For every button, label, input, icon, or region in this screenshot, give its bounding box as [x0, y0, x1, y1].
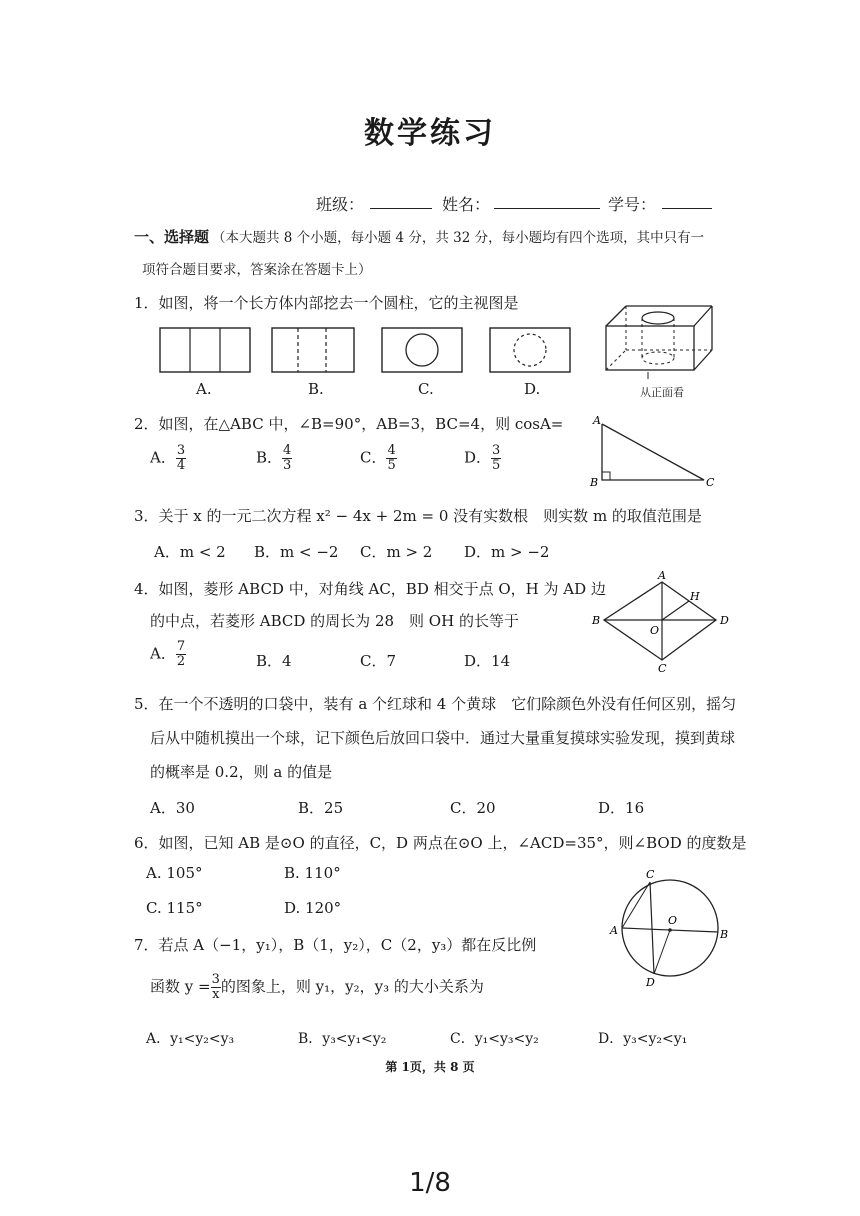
q5-line3: 的概率是 0.2，则 a 的值是	[150, 763, 333, 781]
q6-option-a[interactable]: A. 105°	[146, 864, 203, 882]
id-label: 学号：	[608, 195, 657, 214]
page-indicator: 1/8	[409, 1168, 451, 1198]
q5-line2: 后从中随机摸出一个球，记下颜色后放回口袋中．通过大量重复摸球实验发现，摸到黄球	[150, 729, 736, 747]
q6-circle-figure	[606, 866, 736, 990]
q5-line1: 5．在一个不透明的口袋中，装有 a 个红球和 4 个黄球 它们除颜色外没有任何区别，摇匀	[134, 695, 737, 713]
q6-option-c[interactable]: C. 115°	[146, 899, 203, 917]
id-blank	[662, 194, 712, 213]
q1-text: 1．如图，将一个长方体内部挖去一个圆柱，它的主视图是	[134, 294, 519, 312]
q1-figure-caption: 从正面看	[640, 386, 684, 399]
q6-label-o: O	[668, 914, 678, 927]
q1-option-c[interactable]: C.	[418, 380, 434, 398]
q5-option-b[interactable]: B．25	[298, 799, 344, 817]
q4-label-o: O	[650, 624, 660, 637]
q1-option-d[interactable]: D.	[524, 380, 541, 398]
q6-label-b: B	[720, 928, 729, 941]
q7-option-c[interactable]: C．y₁<y₃<y₂	[450, 1031, 539, 1047]
section-heading: 一、选择题	[134, 228, 210, 246]
class-blank	[370, 194, 432, 213]
q7-option-a[interactable]: A．y₁<y₂<y₃	[146, 1031, 235, 1047]
q4-label-a: A	[658, 569, 666, 582]
q3-text: 3．关于 x 的一元二次方程 x² − 4x + 2m = 0 没有实数根 则实数 m 的取值范围是	[134, 507, 702, 525]
q3-option-b[interactable]: B．m < −2	[254, 543, 339, 561]
q5-option-c[interactable]: C．20	[450, 799, 496, 817]
name-blank	[494, 194, 600, 213]
class-label: 班级：	[316, 195, 365, 214]
q6-text: 6．如图，已知 AB 是⊙O 的直径，C，D 两点在⊙O 上，∠ACD=35°，则∠BOD 的度数是	[134, 834, 747, 852]
q2-label-c: C	[706, 476, 715, 489]
section-note-2: 项符合题目要求，答案涂在答题卡上）	[142, 262, 372, 278]
q7-option-b[interactable]: B．y₃<y₁<y₂	[298, 1031, 387, 1047]
q6-label-d: D	[646, 976, 655, 989]
q6-label-a: A	[610, 924, 618, 937]
q4-option-b[interactable]: B．4	[256, 652, 292, 670]
q2-label-a: A	[593, 414, 601, 427]
q1-option-a[interactable]: A.	[196, 380, 212, 398]
q7-line1: 7．若点 A（−1，y₁），B（1，y₂），C（2，y₃）都在反比例	[134, 936, 537, 954]
name-label: 姓名：	[442, 195, 491, 214]
q2-option-c[interactable]: C． $\frac{4}{5}$	[360, 443, 396, 473]
q2-option-b[interactable]: B． $\frac{4}{3}$	[256, 443, 292, 473]
q4-line2: 的中点，若菱形 ABCD 的周长为 28 则 OH 的长等于	[150, 612, 519, 630]
q7-line2: 函数 y = $\frac{3}{x}$ 的图象上，则 y₁，y₂，y₃ 的大小关系为	[150, 972, 484, 1002]
section-note-1: （本大题共 8 个小题，每小题 4 分，共 32 分，每小题均有四个选项，其中只有一	[212, 230, 705, 246]
q2-option-a[interactable]: A． $\frac{3}{4}$	[150, 443, 186, 473]
q4-option-c[interactable]: C．7	[360, 652, 397, 670]
q2-triangle-figure	[588, 414, 718, 490]
q7-option-d[interactable]: D．y₃<y₂<y₁	[598, 1031, 688, 1047]
q4-label-h: H	[690, 590, 700, 603]
q4-option-a[interactable]: A． $\frac{7}{2}$	[150, 639, 186, 669]
q6-option-b[interactable]: B. 110°	[284, 864, 341, 882]
q6-option-d[interactable]: D. 120°	[284, 899, 342, 917]
q4-rhombus-figure	[590, 568, 740, 672]
q2-option-d[interactable]: D． $\frac{3}{5}$	[464, 443, 501, 473]
q4-label-c: C	[658, 662, 667, 672]
q4-label-d: D	[720, 614, 729, 627]
q3-option-a[interactable]: A．m < 2	[154, 543, 226, 561]
q6-label-c: C	[646, 868, 655, 881]
page-title: 数学练习	[364, 116, 496, 151]
page-footer: 第 1页，共 8 页	[385, 1060, 475, 1074]
q5-option-a[interactable]: A．30	[150, 799, 195, 817]
q4-label-b: B	[592, 614, 601, 627]
q3-option-c[interactable]: C．m > 2	[360, 543, 433, 561]
q2-label-b: B	[590, 476, 599, 489]
q4-option-d[interactable]: D．14	[464, 652, 511, 670]
q5-option-d[interactable]: D．16	[598, 799, 645, 817]
q3-option-d[interactable]: D．m > −2	[464, 543, 550, 561]
q2-text: 2．如图，在△ABC 中，∠B=90°，AB=3，BC=4，则 cosA=	[134, 415, 564, 433]
q1-option-b[interactable]: B.	[308, 380, 324, 398]
q4-line1: 4．如图，菱形 ABCD 中，对角线 AC，BD 相交于点 O，H 为 AD 边	[134, 580, 606, 598]
q1-solid-figure	[600, 300, 720, 380]
